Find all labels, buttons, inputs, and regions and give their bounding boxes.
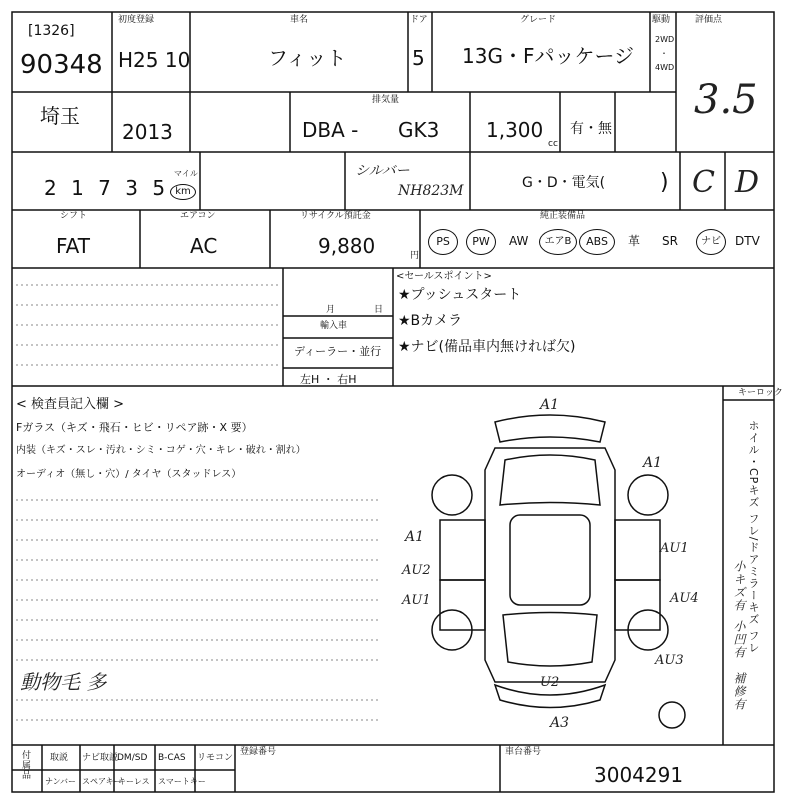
key-lock-label: キーロック	[738, 388, 783, 398]
import-title: 輸入車	[320, 321, 348, 331]
damage-mark-right-front: A1	[643, 455, 663, 471]
color-name: シルバー	[355, 163, 410, 179]
chassis-label: 車台番号	[505, 747, 542, 757]
shift-value: FAT	[56, 234, 91, 258]
door-count: 5	[412, 46, 425, 70]
aircon-value: AC	[190, 234, 218, 258]
acc-number-plate: ナンバー	[45, 777, 77, 786]
interior-grade: D	[735, 165, 760, 200]
equipment-aw: AW	[509, 234, 529, 248]
drive-2wd: 2WD	[655, 35, 675, 44]
equipment-ps: PS	[428, 229, 458, 255]
equipment-dtv: DTV	[735, 234, 760, 248]
model-name: フィット	[268, 46, 347, 70]
label-score: 評価点	[695, 15, 723, 25]
import-month-label: 月	[326, 305, 336, 315]
label-first-reg: 初度登録	[118, 15, 155, 25]
acc-dm-sd: DM/SD	[117, 753, 148, 763]
lot-number: 90348	[20, 50, 103, 80]
exterior-grade: C	[692, 165, 715, 200]
acc-keyless: キーレス	[118, 777, 150, 786]
recycle-unit: 円	[410, 251, 420, 261]
sales-point-3: ★ナビ(備品車内無ければ欠)	[398, 339, 576, 355]
acc-remote: リモコン	[197, 753, 234, 763]
damage-mark-front: A1	[540, 397, 560, 413]
damage-mark-left-rear: AU1	[402, 593, 431, 608]
label-doors: ドア	[410, 15, 428, 25]
damage-mark-left-door: A1	[405, 529, 425, 545]
label-grade: グレード	[520, 15, 557, 25]
equipment-leather: 革	[628, 234, 641, 248]
right-column-hand-3: 補修有	[732, 672, 746, 711]
inspector-line-3: オーディオ（無し・穴）/ タイヤ（スタッドレス）	[16, 469, 242, 480]
damage-mark-left-sill: AU2	[402, 563, 431, 578]
inspector-line-2: 内装（キズ・スレ・汚れ・シミ・コゲ・穴・キレ・破れ・割れ）	[16, 445, 306, 456]
year-value: 2013	[122, 120, 173, 144]
acc-bcas: B-CAS	[158, 753, 186, 763]
acc-manual: 取説	[50, 753, 69, 763]
acc-spare-key: スペアキー	[82, 777, 122, 786]
accessories-label: 付属品	[20, 750, 30, 780]
import-dealer: ディーラー・並行	[294, 345, 382, 358]
equipment-airbag: エアB	[539, 229, 577, 255]
label-model-name: 車名	[290, 15, 309, 25]
label-recycle: リサイクル預託金	[300, 211, 371, 221]
color-code: NH823M	[398, 183, 464, 199]
recycle-value: 9,880	[318, 234, 376, 258]
score-value: 3.5	[694, 77, 758, 123]
import-day-label: 日	[374, 305, 384, 315]
inspector-line-1: Fガラス（キズ・飛石・ヒビ・リペア跡・X 要）	[16, 421, 253, 434]
grade-value: 13G・Fパッケージ	[462, 44, 635, 68]
equipment-pw: PW	[466, 229, 496, 255]
acc-smart-key: スマートキー	[158, 777, 206, 786]
equipment-abs: ABS	[579, 229, 615, 255]
registration-label: 登録番号	[240, 747, 277, 757]
drive-4wd: 4WD	[655, 63, 675, 72]
displacement-value: 1,300	[486, 118, 544, 142]
acc-navi-manual: ナビ取説	[82, 753, 119, 763]
region-value: 埼玉	[40, 104, 80, 128]
mileage-unit-km: km	[170, 184, 196, 200]
label-aircon: エアコン	[180, 211, 216, 221]
equipment-sunroof: SR	[662, 234, 678, 248]
mileage-unit-miles: マイル	[174, 169, 198, 178]
equipment-navi: ナビ	[696, 229, 726, 255]
inspector-title: < 検査員記入欄 >	[16, 397, 125, 412]
sales-point-1: ★プッシュスタート	[398, 287, 522, 303]
fuel-value: G・D・電気(	[522, 175, 606, 191]
label-shift: シフト	[60, 211, 88, 221]
drive-dot: ・	[660, 49, 668, 58]
damage-mark-rear-bumper: A3	[550, 715, 570, 731]
right-column-hand-1: 小キズ有	[732, 560, 746, 612]
inspector-handwritten-note: 動物毛 多	[20, 670, 107, 694]
equipment-title: 純正装備品	[540, 211, 586, 221]
chassis-number: 3004291	[594, 763, 684, 787]
label-drive: 駆動	[652, 15, 671, 25]
sales-point-2: ★Bカメラ	[398, 313, 463, 329]
model-code-prefix: DBA -	[302, 118, 359, 142]
lot-prefix: [1326]	[28, 23, 75, 39]
label-displacement: 排気量	[372, 95, 400, 105]
fuel-close: )	[660, 170, 669, 195]
inspection-value: 有・無	[570, 121, 612, 137]
damage-mark-right-quarter: AU3	[655, 653, 684, 668]
first-registration: H25 10	[118, 48, 191, 72]
sales-points-title: <セールスポイント>	[396, 271, 492, 282]
model-code: GK3	[398, 118, 440, 142]
right-column-hand-2: 小凹有	[732, 620, 746, 659]
right-column-text: ホイル・CPキズ フレ/ドアミラーキズ フレ	[747, 420, 760, 655]
damage-mark-rear-under: U2	[540, 675, 560, 690]
damage-mark-right-door: AU1	[660, 541, 689, 556]
damage-mark-right-rear: AU4	[670, 591, 699, 606]
import-steering: 左H ・ 右H	[300, 373, 357, 386]
displacement-unit: cc	[548, 139, 558, 149]
mileage-value: 2 1 7 3 5	[44, 176, 170, 200]
